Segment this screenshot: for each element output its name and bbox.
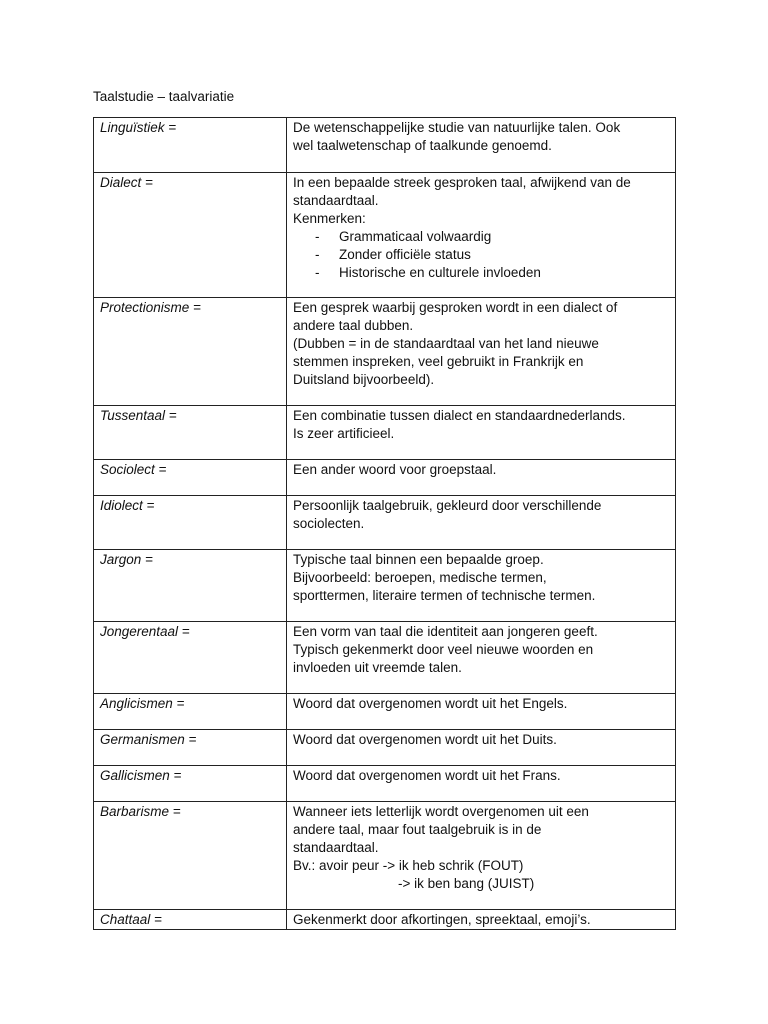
definition-line: Een combinatie tussen dialect en standaardnederlands. [293, 408, 626, 423]
list-item [293, 264, 669, 282]
term-cell [94, 298, 287, 406]
definition-cell [287, 694, 676, 730]
definition-line: wel taalwetenschap of taalkunde genoemd. [293, 138, 552, 153]
list-item [293, 246, 669, 264]
dash-bullet-icon: - [315, 229, 320, 244]
term-label: Linguïstiek = [100, 120, 177, 135]
term-label: Sociolect = [100, 462, 167, 477]
definition-line: sporttermen, literaire termen of technische termen. [293, 588, 596, 603]
table-row [94, 173, 676, 298]
table-row [94, 496, 676, 550]
definition-cell [287, 118, 676, 173]
definition-line: invloeden uit vreemde talen. [293, 660, 462, 675]
table-row [94, 802, 676, 910]
term-cell [94, 730, 287, 766]
definition-cell [287, 802, 676, 910]
dash-bullet-icon: - [315, 247, 320, 262]
definition-cell [287, 406, 676, 460]
table-row [94, 622, 676, 694]
definition-cell [287, 298, 676, 406]
term-cell [94, 694, 287, 730]
glossary-body [94, 118, 676, 930]
definition-line: sociolecten. [293, 516, 365, 531]
definition-line: Wanneer iets letterlijk wordt overgenomen uit een [293, 804, 589, 819]
term-label: Dialect = [100, 175, 153, 190]
term-cell [94, 173, 287, 298]
term-label: Germanismen = [100, 732, 197, 747]
term-cell [94, 406, 287, 460]
definition-cell [287, 730, 676, 766]
term-cell [94, 802, 287, 910]
term-label: Barbarisme = [100, 804, 181, 819]
definition-line: Persoonlijk taalgebruik, gekleurd door verschillende [293, 498, 602, 513]
definition-cell [287, 910, 676, 930]
definition-line: (Dubben = in de standaardtaal van het land nieuwe [293, 336, 599, 351]
term-cell [94, 910, 287, 930]
table-row [94, 550, 676, 622]
table-row [94, 406, 676, 460]
term-label: Jongerentaal = [100, 624, 190, 639]
table-row [94, 298, 676, 406]
term-label: Gallicismen = [100, 768, 182, 783]
definition-line: standaardtaal. [293, 193, 379, 208]
definition-cell [287, 496, 676, 550]
definition-cell [287, 173, 676, 298]
term-cell [94, 460, 287, 496]
term-cell [94, 766, 287, 802]
list-item-text: Grammaticaal volwaardig [339, 229, 492, 244]
definition-line: -> ik ben bang (JUIST) [293, 876, 535, 891]
definition-cell [287, 766, 676, 802]
definition-line: Woord dat overgenomen wordt uit het Engels. [293, 696, 568, 711]
definition-line: Woord dat overgenomen wordt uit het Duits. [293, 732, 557, 747]
term-label: Idiolect = [100, 498, 155, 513]
definition-line: Typisch gekenmerkt door veel nieuwe woorden en [293, 642, 594, 657]
definition-line: standaardtaal. [293, 840, 379, 855]
table-row [94, 766, 676, 802]
definition-line: Bijvoorbeeld: beroepen, medische termen, [293, 570, 547, 585]
page-title: Taalstudie – taalvariatie [93, 89, 235, 104]
term-cell [94, 550, 287, 622]
term-cell [94, 118, 287, 173]
list-item-text: Historische en culturele invloeden [339, 265, 541, 280]
definition-cell [287, 550, 676, 622]
definition-line: De wetenschappelijke studie van natuurlijke talen. Ook [293, 120, 621, 135]
definition-line: Een gesprek waarbij gesproken wordt in een dialect of [293, 300, 618, 315]
definition-line: Typische taal binnen een bepaalde groep. [293, 552, 544, 567]
definition-line: andere taal dubben. [293, 318, 414, 333]
dash-bullet-icon: - [315, 265, 320, 280]
table-row [94, 694, 676, 730]
definition-line: andere taal, maar fout taalgebruik is in de [293, 822, 542, 837]
glossary-table [93, 117, 676, 930]
list-item-text: Zonder officiële status [339, 247, 471, 262]
definition-line: Woord dat overgenomen wordt uit het Frans. [293, 768, 561, 783]
term-label: Jargon = [100, 552, 153, 567]
feature-list [293, 228, 669, 282]
term-label: Tussentaal = [100, 408, 177, 423]
definition-cell [287, 622, 676, 694]
definition-line: Gekenmerkt door afkortingen, spreektaal, emoji’s. [293, 912, 591, 927]
term-label: Anglicismen = [100, 696, 185, 711]
definition-line: Is zeer artificieel. [293, 426, 395, 441]
term-cell [94, 622, 287, 694]
definition-line: In een bepaalde streek gesproken taal, afwijkend van de [293, 175, 631, 190]
definition-line: Een vorm van taal die identiteit aan jongeren geeft. [293, 624, 598, 639]
term-label: Chattaal = [100, 912, 162, 927]
definition-line: stemmen inspreken, veel gebruikt in Frankrijk en [293, 354, 584, 369]
term-cell [94, 496, 287, 550]
table-row [94, 910, 676, 930]
definition-cell [287, 460, 676, 496]
definition-line: Een ander woord voor groepstaal. [293, 462, 497, 477]
table-row [94, 460, 676, 496]
table-row [94, 730, 676, 766]
table-row [94, 118, 676, 173]
definition-line: Duitsland bijvoorbeeld). [293, 372, 435, 387]
term-label: Protectionisme = [100, 300, 201, 315]
definition-line: Bv.: avoir peur -> ik heb schrik (FOUT) [293, 858, 524, 873]
list-item [293, 228, 669, 246]
definition-line: Kenmerken: [293, 211, 366, 226]
